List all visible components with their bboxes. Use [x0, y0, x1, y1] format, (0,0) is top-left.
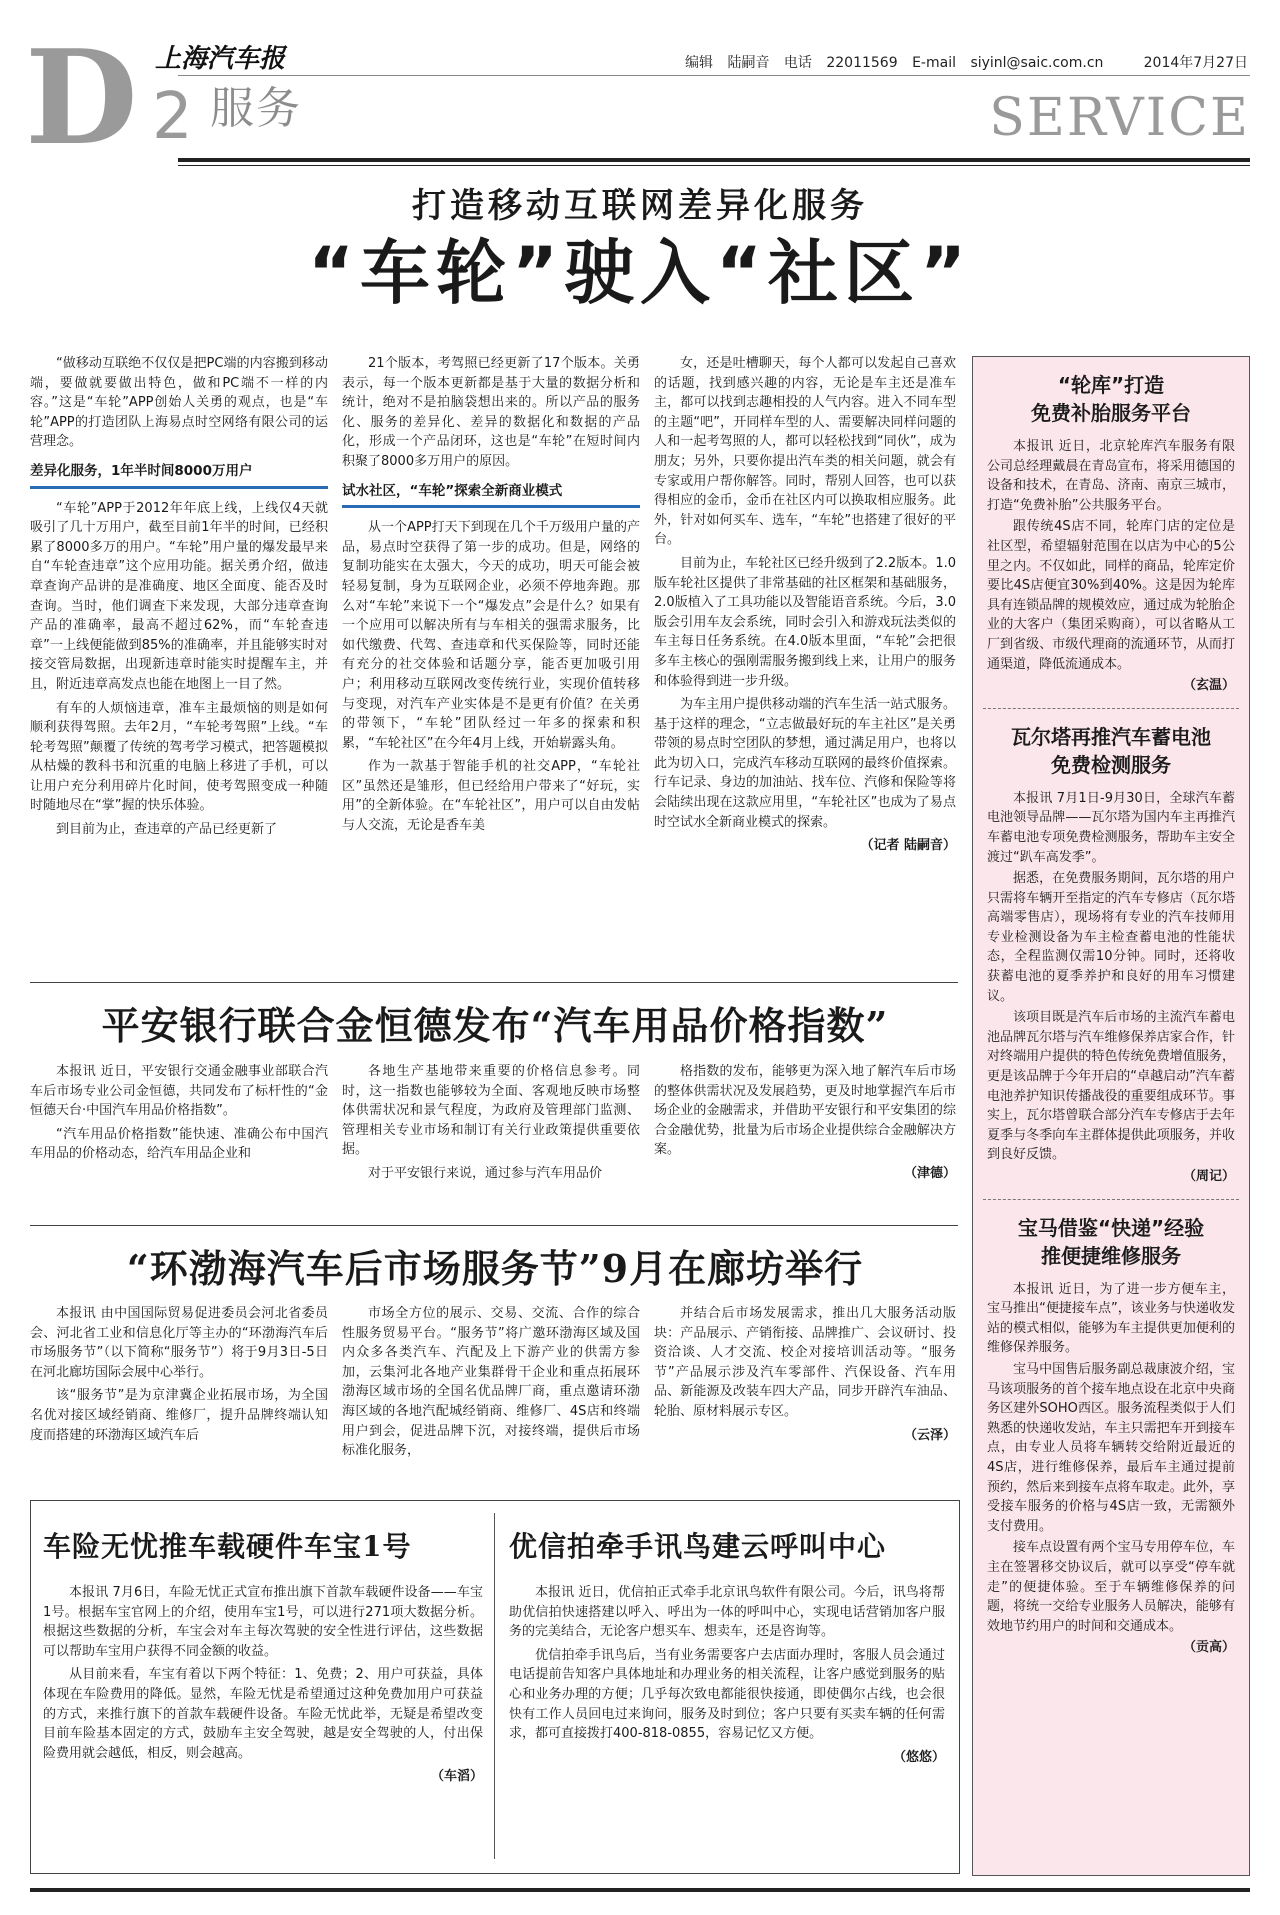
article-paragraph: “做移动互联绝不仅仅是把PC端的内容搬到移动端，要做就要做出特色，做和PC端不一样的内容。”这是“车轮”APP创始人关勇的观点，也是“车轮”APP的打造团队上海易点时空网络有限公司的运营理念。: [30, 356, 328, 450]
article-paragraph: 优信拍牵手讯鸟后，当有业务需要客户去店面办理时，客服人员会通过电话提前告知客户具体地址和办理业务的相关流程，让客户感觉到服务的贴心和业务办理的方便；几乎每次致电都能很快接通，即使偶尔占线，也会很快有工作人员回电过来询问，服务及时到位；客户只要有买卖车辆的任何需求，都可直接拨打400-818-0855，容易记忆又方便。: [509, 1647, 945, 1742]
bottom-news-box: [30, 1500, 960, 1874]
box-right-byline: （悠悠）: [892, 1749, 945, 1765]
section-divider: [30, 1225, 958, 1226]
article-paragraph: 宝马中国售后服务副总裁康波介绍，宝马该项服务的首个接车地点设在北京中央商务区建外SOHO西区。服务流程类似于人们熟悉的快递收发站，车主只需把车开到接车点，由专业人员将车辆转交给附近最近的4S店，进行维修保养，最后车主通过提前预约，然后来到接车点将车取走。此外，享受接车服务的价格与4S店一致，无需额外支付费用。: [987, 1361, 1235, 1534]
brief-title-line-2: 推便捷维修服务: [1041, 1243, 1181, 1268]
box-left-body: [43, 1583, 483, 1787]
brief-body: [973, 437, 1249, 696]
story3-byline: （云泽）: [903, 1427, 956, 1443]
footer-rule: [30, 1888, 1250, 1892]
lead-story-column-3: [654, 354, 956, 856]
brief-divider: [983, 1199, 1239, 1200]
article-paragraph: 跟传统4S店不同，轮库门店的定位是社区型，希望辐射范围在以店为中心的5公里之内。不仅如此，同样的商品，轮库定价要比4S店便宜30%到40%。这是因为轮库具有连锁品牌的规模效应，通过成为轮胎企业的大客户（集团采购商），可以省略从工厂到省级、市级代理商的流通环节，从而打通渠道，降低流通成本。: [987, 519, 1235, 672]
brief-item: [973, 371, 1249, 709]
article-paragraph: 为车主用户提供移动端的汽车生活一站式服务。基于这样的理念，“立志做最好玩的车主社区”是关勇带领的易点时空团队的梦想，通过满足用户，也将以此为切入口，完成汽车移动互联网的最终价值探索。行车记录、身边的加油站、找车位、汽修和保险等将会陆续出现在这款应用里，“车轮社区”也成为了易点时空试水全新商业模式的探索。: [654, 697, 956, 830]
story3-column-3: [654, 1304, 956, 1445]
article-paragraph: “车轮”APP于2012年年底上线，上线仅4天就吸引了几十万用户，截至目前1年半的时间，已经积累了8000多万的用户。“车轮”用户量的爆发最早来自“车轮查违章”这个应用功能。据关勇介绍，做违章查询产品讲的是准确度、地区全面度、能否及时查询。当时，他们调查下来发现，大部分违章查询产品的准确率，最高不超过62%，而“车轮查违章”一上线便能做到85%的准确率，并且能够实时对接交管局数据，出现新违章时能实时提醒车主，并且，附近违章高发点也能在地图上一目了然。: [30, 500, 328, 692]
story2-column-1: [30, 1062, 328, 1168]
brief-title-line-2: 免费检测服务: [1051, 752, 1171, 777]
article-paragraph: 本报讯 由中国国际贸易促进委员会河北省委员会、河北省工业和信息化厅等主办的“环渤海汽车后市场服务节”（以下简称“服务节”）将于9月3日-5日在河北廊坊国际会展中心举行。: [30, 1306, 328, 1380]
news-briefs-sidebar: [972, 356, 1250, 1876]
brief-title: [973, 723, 1249, 779]
box-right-body: [509, 1583, 945, 1767]
brief-item: [973, 723, 1249, 1200]
article-paragraph: 本报讯 近日，北京轮库汽车服务有限公司总经理戴晨在青岛宣布，将采用德国的设备和技术，在青岛、济南、南京三城市，打造“免费补胎”公共服务平台。: [987, 439, 1235, 513]
story3-title: “环渤海汽车后市场服务节”9月在廊坊举行: [126, 1246, 864, 1291]
article-paragraph: 作为一款基于智能手机的社交APP，“车轮社区”虽然还是雏形，但已经给用户带来了“好玩，实用”的全新体验。在“车轮社区”，用户可以自由发帖与人交流，无论是香车美: [342, 759, 640, 834]
story2-column-2: [342, 1062, 640, 1188]
article-paragraph: 到目前为止，查违章的产品已经更新了: [56, 822, 278, 838]
article-paragraph: 该项目既是汽车后市场的主流汽车蓄电池品牌瓦尔塔与汽车维修保养店家合作，针对终端用户提供的特色传统免费增值服务，更是该品牌于今年开启的“卓越启动”汽车蓄电池养护知识传播战役的重要组成环节。事实上，瓦尔塔曾联合部分汽车专修店于去年夏季与冬季向车主群体提供此项服务，并收到良好反馈。: [987, 1010, 1235, 1163]
section-title-zh: 服务: [210, 83, 302, 134]
article-paragraph: 并结合后市场发展需求，推出几大服务活动版块：产品展示、产销衔接、品牌推广、会议研讨、投资洽谈、人才交流、校企对接培训活动等。“服务节”产品展示涉及汽车零部件、汽保设备、汽车用品、新能源及改装车四大产品，同步开辟汽车油品、轮胎、原材料展示专区。: [654, 1306, 956, 1419]
header-rule-thick: [178, 158, 1250, 162]
brief-title-line-2: 免费补胎服务平台: [1031, 401, 1191, 425]
article-paragraph: 21个版本，考驾照已经更新了17个版本。关勇表示，每一个版本更新都是基于大量的数据分析和统计，绝对不是拍脑袋想出来的。所以产品的服务化、服务的差异化、差异的数据化和数据的产品化，形成一个产品闭环，这也是“车轮”在短时间内积聚了8000多万用户的原因。: [342, 356, 640, 469]
article-paragraph: 本报讯 近日，优信拍正式牵手北京讯鸟软件有限公司。今后，讯鸟将帮助优信拍快速搭建以呼入、呼出为一体的呼叫中心，实现电话营销加客户服务的完美结合，无论客户想买车、想卖车，还是咨询等。: [509, 1585, 945, 1640]
lead-story-column-1: [30, 354, 328, 844]
brief-title-line-1: “轮库”打造: [1057, 373, 1165, 397]
article-paragraph: 从目前来看，车宝有着以下两个特征：1、免费；2、用户可获益，具体体现在车险费用的降低。显然，车险无忧是希望通过这种免费加用户可获益的方式，来推行旗下的首款车载硬件设备。车险无忧此举，无疑是希望改变目前车险基本固定的方式，鼓励车主安全驾驶，越是安全驾驶的人，付出保险费用就会越低，相反，则会越高。: [43, 1667, 483, 1761]
lead-story-title: “车轮”驶入“社区”: [307, 232, 973, 314]
box-column-divider: [494, 1513, 495, 1859]
brief-body: [973, 789, 1249, 1187]
article-paragraph: 格指数的发布，能够更为深入地了解汽车后市场的整体供需状况及发展趋势，更及时地掌握汽车后市场企业的金融需求，并借助平安银行和平安集团的综合金融优势，批量为后市场企业提供综合金融解决方案。: [654, 1064, 956, 1158]
brief-divider: [983, 708, 1239, 709]
article-paragraph: 接车点设置有两个宝马专用停车位，车主在签署移交协议后，就可以享受“停车就走”的便捷体验。至于车辆维修保养的问题，将统一交给专业服务人员解决，能够有效地节约用户的时间和交通成本。: [987, 1540, 1235, 1634]
brief-title: [973, 1214, 1249, 1270]
brief-body: [973, 1280, 1249, 1658]
article-paragraph: 该“服务节”是为京津冀企业拓展市场，为全国名优对接区域经销商、维修厂，提升品牌终端认知度而搭建的环渤海区域汽车后: [30, 1388, 328, 1443]
brief-title-line-1: 瓦尔塔再推汽车蓄电池: [1011, 724, 1211, 749]
editor-name: 陆嗣音: [727, 55, 770, 71]
box-left-byline: （车滔）: [430, 1769, 483, 1785]
article-paragraph: 有车的人烦恼违章，准车主最烦恼的则是如何顺利获得驾照。去年2月，“车轮考驾照”上线。“车轮考驾照”颠覆了传统的驾考学习模式，把答题模拟从枯燥的教科书和沉重的电脑上移进了手机，可以让用户充分利用碎片化时间，使考驾照变成一种随时随地尽在“掌”握的快乐体验。: [30, 700, 328, 814]
brief-byline: （玄温）: [1182, 678, 1235, 694]
lead-story-kicker: 打造移动互联网差异化服务: [412, 186, 868, 226]
article-paragraph: 目前为止，车轮社区已经升级到了2.2版本。1.0版车轮社区提供了非常基础的社区框架和基础服务，2.0版植入了工具功能以及智能语音系统。今后，3.0版会引用车友会系统，同时会引入和游戏玩法类似的车主每日任务系统。在4.0版本里面，“车轮”会把很多车主核心的强刚需服务搬到线上来，让用户的服务和体验得到进一步升级。: [654, 555, 956, 689]
section-divider: [30, 982, 958, 983]
article-paragraph: 从一个APP打天下到现在几个千万级用户量的产品，易点时空获得了第一步的成功。但是，网络的复制功能实在太强大，今天的成功，明天可能会被轻易复制，身为互联网企业，必须不停地奔跑。那么对“车轮”来说下一个“爆发点”会是什么？如果有一个应用可以解决所有与车相关的强需求服务，比如代缴费、代驾、查违章和代买保险等，同时还能有充分的社交体验和话题分享，能否更加吸引用户；利用移动互联网改变传统行业，实现价值转移与变现，对汽车产业实体是不是更有价值？在关勇的带领下，“车轮”团队经过一年多的探索和积累，“车轮社区”在今年4月上线，开始崭露头角。: [342, 520, 640, 751]
header-rule-thin: [178, 165, 1250, 166]
brief-byline: （贡高）: [1182, 1640, 1235, 1656]
masthead-divider: [178, 75, 1250, 76]
box-left-title: 车险无忧推车载硬件车宝1号: [43, 1530, 412, 1563]
story2-title: 平安银行联合金恒德发布“汽车用品价格指数”: [101, 1003, 889, 1048]
editor-info: [685, 52, 1113, 72]
lead-story-subhead-1: 差异化服务，1年半时间8000万用户: [30, 462, 328, 489]
article-paragraph: 女，还是吐槽聊天，每个人都可以发起自己喜欢的话题，找到感兴趣的内容，无论是车主还是准车主，都可以找到志趣相投的人气内容。进入不同车型的主题“吧”，开同样车型的人、需要解决同样问题的人和一起考驾照的人，都可以轻松找到“同伙”，成为朋友；另外，只要你提出汽车类的相关问题，就会有专家或用户帮你解答。同时，帮别人回答，也可以获得相应的金币，金币在社区内可以换取相应服务。此外，针对如何买车、选车，“车轮”也搭建了很好的平台。: [654, 356, 956, 548]
article-paragraph: “汽车用品价格指数”能快速、准确公布中国汽车用品的价格动态，给汽车用品企业和: [30, 1126, 328, 1162]
brief-byline: （周记）: [1182, 1169, 1235, 1184]
article-paragraph: 本报讯 近日，为了进一步方便车主，宝马推出“便捷接车点”，该业务与快递收发站的模式相似，能够为车主提供更加便利的维修保养服务。: [987, 1281, 1235, 1356]
email-address: siyinl@saic.com.cn: [970, 55, 1104, 71]
lead-story-subhead-2: 试水社区，“车轮”探索全新商业模式: [342, 482, 640, 509]
issue-date: 2014年7月27日: [1143, 55, 1248, 71]
brief-title: [973, 371, 1249, 427]
phone-number: 22011569: [826, 55, 898, 71]
article-paragraph: 各地生产基地带来重要的价格信息参考。同时，这一指数也能够较为全面、客观地反映市场整体供需状况和景气程度，为政府及管理部门监测、管理相关专业市场和制订有关行业政策提供重要依据。: [342, 1064, 640, 1158]
article-paragraph: 本报讯 近日，平安银行交通金融事业部联合汽车后市场专业公司金恒德，共同发布了标杆性的“金恒德天台·中国汽车用品价格指数”。: [30, 1064, 328, 1119]
lead-story-byline: （记者 陆嗣音）: [860, 838, 956, 854]
story3-column-1: [30, 1304, 328, 1449]
article-paragraph: 本报讯 7月6日，车险无忧正式宣布推出旗下首款车载硬件设备——车宝1号。根据车宝官网上的介绍，使用车宝1号，可以进行271项大数据分析。根据这些数据的分析，车宝会对车主每次驾驶的安全性进行评估，这些数据可以帮助车宝用户获得不同金额的收益。: [43, 1585, 483, 1659]
article-paragraph: 市场全方位的展示、交易、交流、合作的综合性服务贸易平台。“服务节”将广邀环渤海区域及国内众多各类汽车、汽配及上下游产业的供需方参加，云集河北各地产业集群骨干企业和重点拓展环渤海区域市场的全国名优品牌厂商，重点邀请环渤海区域的各地汽配城经销商、维修厂、4S店和终端用户到会，促进品牌下沉，对接终端，提供后市场标准化服务，: [342, 1306, 640, 1459]
article-paragraph: 本报讯 7月1日-9月30日，全球汽车蓄电池领导品牌——瓦尔塔为国内车主再推汽车蓄电池专项免费检测服务，帮助车主安全渡过“趴车高发季”。: [987, 790, 1235, 865]
article-paragraph: 对于平安银行来说，通过参与汽车用品价: [368, 1165, 603, 1181]
newspaper-logo: 上海汽车报: [155, 44, 286, 74]
box-right-title: 优信拍牵手讯鸟建云呼叫中心: [509, 1530, 887, 1563]
story2-column-3: [654, 1062, 956, 1184]
article-paragraph: 据悉，在免费服务期间，瓦尔塔的用户只需将车辆开至指定的汽车专修店（瓦尔塔高端零售店），现场将有专业的汽车技师用专业检测设备为车主检查蓄电池的性能状态，全程监测仅需10分钟。同时，还将收获蓄电池的夏季养护和良好的用车习惯建议。: [987, 871, 1235, 1004]
page-letter: D: [25, 21, 138, 174]
lead-story-column-2: [342, 354, 640, 840]
editor-label: 编辑: [685, 55, 713, 71]
section-title-en: SERVICE: [989, 88, 1250, 148]
page-number: 2: [152, 80, 193, 154]
story2-byline: （津德）: [903, 1165, 956, 1181]
story3-column-2: [342, 1304, 640, 1465]
email-label: E-mail: [912, 55, 956, 71]
brief-title-line-1: 宝马借鉴“快递”经验: [1017, 1215, 1205, 1240]
phone-label: 电话: [783, 55, 812, 71]
brief-item: [973, 1214, 1249, 1658]
